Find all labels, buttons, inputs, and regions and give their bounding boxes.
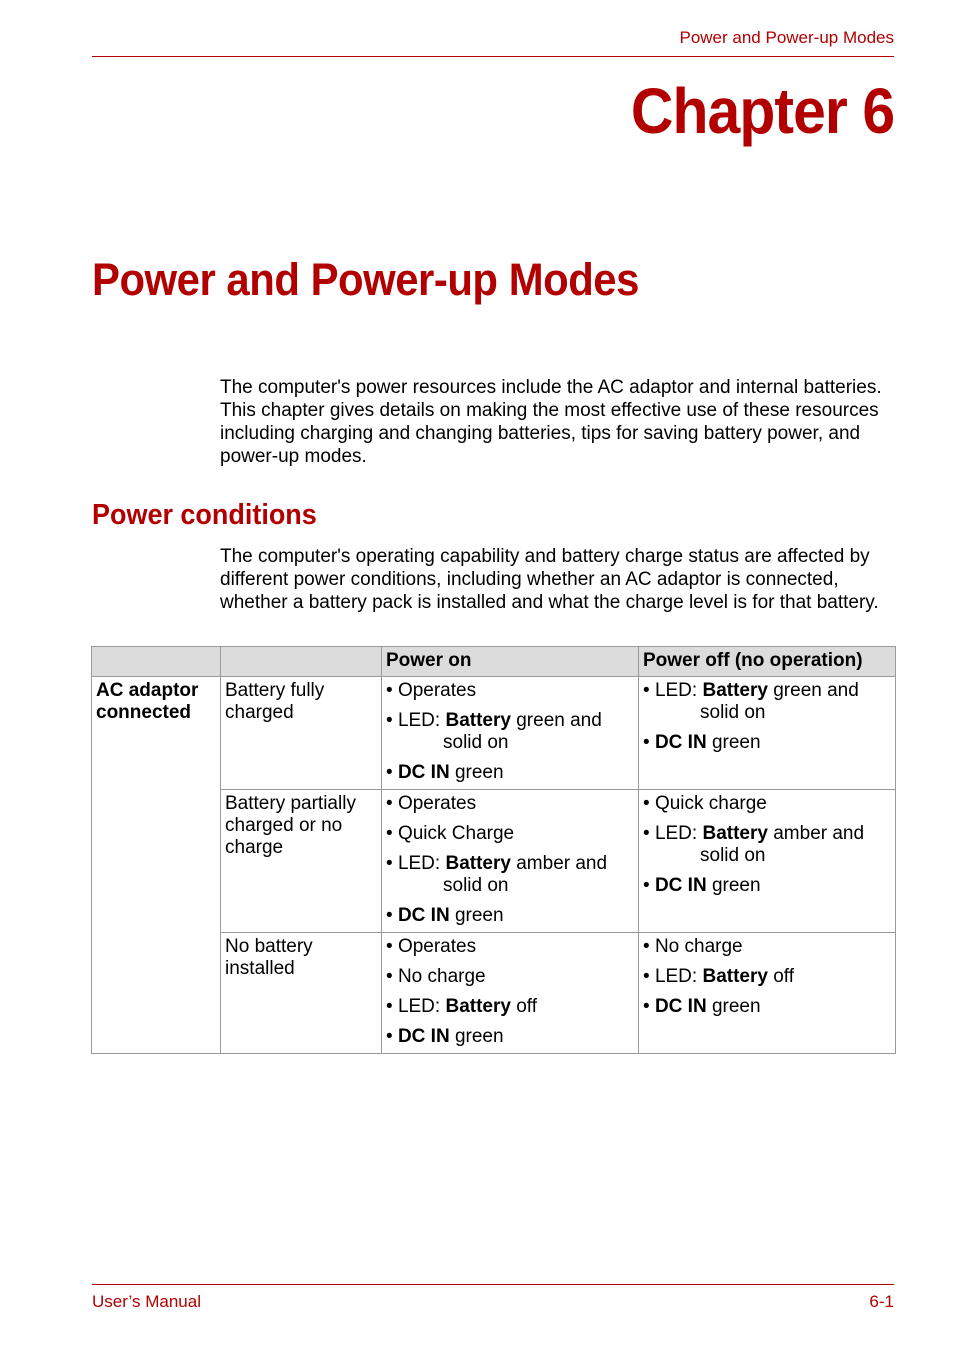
table-header-row — [92, 647, 896, 677]
bullet-item: • LED: Battery green and solid on — [386, 710, 602, 753]
bullet-text: LED: — [654, 680, 703, 701]
bullet-emphasis: Battery — [702, 966, 768, 987]
bullet-emphasis: DC IN — [654, 875, 707, 896]
bullet-item: • Quick charge — [643, 793, 767, 814]
bullet-text: amber and solid on — [700, 823, 865, 866]
bullet-text: green — [706, 996, 761, 1017]
bullet-text: LED: — [397, 853, 446, 874]
table-row — [92, 677, 896, 790]
section-paragraph: The computer's operating capability and battery charge status are affected by different power conditions, including whether an AC adaptor is connected, whether a battery pack is installed and what the charge level is for that battery. — [220, 546, 879, 613]
page-title: Power and Power-up Modes — [92, 254, 639, 305]
bullet-item: • LED: Battery amber and solid on — [643, 823, 865, 866]
power-on-cell — [382, 677, 639, 790]
bullet-text: green and solid on — [443, 710, 602, 753]
bullet-emphasis: DC IN — [397, 762, 450, 783]
table-header-cell — [92, 647, 221, 677]
bullet-item: • LED: Battery green and solid on — [643, 680, 859, 723]
bullet-item: • No charge — [386, 966, 486, 987]
bullet-text: green and solid on — [700, 680, 859, 723]
bullet-emphasis: Battery — [702, 823, 768, 844]
condition-cell: Battery partially charged or no charge — [221, 790, 382, 933]
bullet-text: Operates — [397, 936, 477, 957]
bullet-text: amber and solid on — [443, 853, 608, 896]
bullet-item: • DC IN green — [643, 732, 761, 753]
bullet-item: • Operates — [386, 680, 477, 701]
bullet-item: • DC IN green — [386, 1026, 504, 1047]
table-header-cell — [221, 647, 382, 677]
bullet-text: No charge — [397, 966, 486, 987]
condition-cell: No battery installed — [221, 933, 382, 1054]
footer-rule — [92, 1284, 894, 1285]
bullet-emphasis: DC IN — [397, 905, 450, 926]
bullet-text: Operates — [397, 680, 477, 701]
table-header-power-off: Power off (no operation) — [639, 647, 896, 677]
bullet-emphasis: Battery — [445, 853, 511, 874]
power-off-cell — [639, 933, 896, 1054]
bullet-emphasis: DC IN — [397, 1026, 450, 1047]
bullet-text: green — [706, 732, 761, 753]
section-heading: Power conditions — [92, 499, 317, 531]
footer-page-number: 6-1 — [869, 1292, 894, 1311]
running-header: Power and Power-up Modes — [679, 28, 894, 47]
bullet-text: LED: — [397, 996, 446, 1017]
bullet-text: Operates — [397, 793, 477, 814]
bullet-item: • Quick Charge — [386, 823, 515, 844]
bullet-text: Quick charge — [654, 793, 767, 814]
bullet-item: • DC IN green — [386, 762, 504, 783]
bullet-text: green — [449, 1026, 504, 1047]
row-group-label: AC adaptor connected — [92, 677, 221, 1054]
bullet-text: off — [510, 996, 538, 1017]
bullet-item: • DC IN green — [643, 875, 761, 896]
bullet-item: • Operates — [386, 793, 477, 814]
bullet-text: LED: — [397, 710, 446, 731]
bullet-text: green — [449, 762, 504, 783]
bullet-item: • No charge — [643, 936, 743, 957]
bullet-item: • LED: Battery off — [386, 996, 538, 1017]
bullet-text: No charge — [654, 936, 743, 957]
bullet-text: green — [449, 905, 504, 926]
table-header-power-on: Power on — [382, 647, 639, 677]
bullet-text: Quick Charge — [397, 823, 515, 844]
bullet-emphasis: Battery — [445, 710, 511, 731]
power-on-cell — [382, 933, 639, 1054]
bullet-text: LED: — [654, 966, 703, 987]
power-off-cell — [639, 677, 896, 790]
power-on-cell — [382, 790, 639, 933]
bullet-item: • LED: Battery amber and solid on — [386, 853, 608, 896]
power-conditions-table — [91, 646, 896, 1054]
bullet-emphasis: Battery — [702, 680, 768, 701]
bullet-emphasis: DC IN — [654, 996, 707, 1017]
power-off-cell — [639, 790, 896, 933]
bullet-item: • LED: Battery off — [643, 966, 795, 987]
header-rule — [92, 56, 894, 57]
bullet-emphasis: Battery — [445, 996, 511, 1017]
bullet-text: off — [767, 966, 795, 987]
bullet-text: green — [706, 875, 761, 896]
bullet-item: • DC IN green — [643, 996, 761, 1017]
bullet-emphasis: DC IN — [654, 732, 707, 753]
chapter-title: Chapter 6 — [630, 75, 894, 147]
condition-cell: Battery fully charged — [221, 677, 382, 790]
footer-manual-label: User’s Manual — [92, 1292, 201, 1311]
bullet-item: • DC IN green — [386, 905, 504, 926]
bullet-item: • Operates — [386, 936, 477, 957]
bullet-text: LED: — [654, 823, 703, 844]
intro-paragraph: The computer's power resources include the AC adaptor and internal batteries. This chapter gives details on making the most effective use of these resources including charging and changing batteries, tips for saving battery power, and power-up modes. — [220, 377, 882, 467]
